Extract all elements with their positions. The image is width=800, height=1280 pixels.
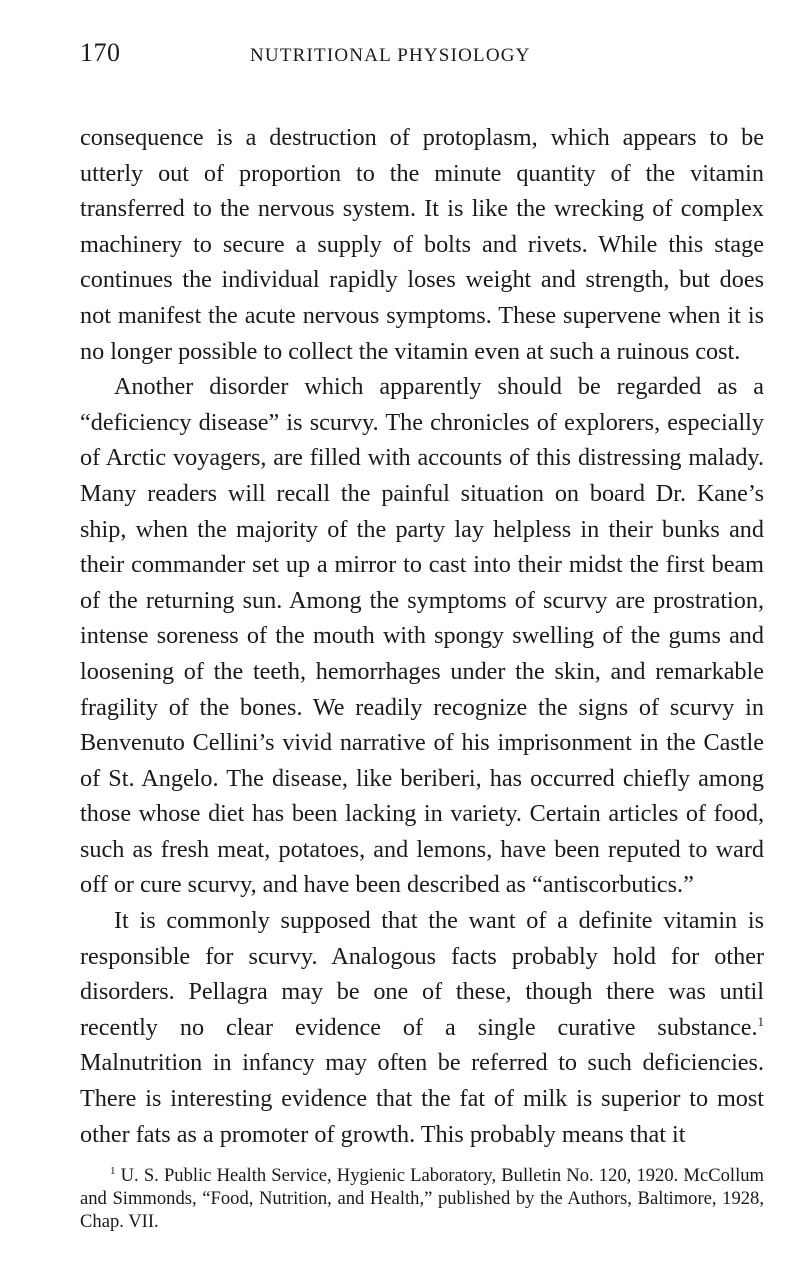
paragraph-text: Another disorder which apparently should be regarded as a “deficiency disease” is scurvy. The chronicles of explorers, especially of Arctic voyagers, are filled with accounts of this distressing malady. Many readers will recall the painful situation on board Dr. Kane’s ship, when the majority of the party lay helpless in their bunks and their commander set up a mirror to cast into their midst the first beam of the returning sun. Among the symptoms of scurvy are prostration, intense soreness of the mouth with spongy swelling of the gums and loosening of the teeth, hemorrhages under the skin, and remarkable fragility of the bones. We readily recognize the signs of scurvy in Benvenuto Cellini’s vivid narrative of his imprisonment in the Castle of St. Angelo. The disease, like beriberi, has occurred chiefly among those whose diet has been lacking in variety. Certain articles of food, such as fresh meat, potatoes, and lemons, have been reputed to ward off or cure scurvy, and have been described as “antiscorbutics.” <box>80 373 764 899</box>
paragraph-scurvy <box>80 369 764 903</box>
page-number: 170 <box>80 38 121 67</box>
paragraph-text: consequence is a destruction of protoplasm, which appears to be utterly out of proportion to the minute quantity of the vitamin transferred to the nervous system. It is like the wrecking of complex machinery to secure a supply of bolts and rivets. While this stage continues the individual rapidly loses weight and strength, but does not manifest the acute nervous symptoms. These supervene when it is no longer possible to collect the vitamin even at such a ruinous cost. <box>80 124 764 365</box>
footnote-text: U. S. Public Health Service, Hygienic Laboratory, Bulletin No. 120, 1920. McCollum and Simmonds, “Food, Nutrition, and Health,” published by the Authors, Baltimore, 1928, Chap. VII. <box>80 1165 764 1233</box>
paragraph-vitamin-deficiency <box>80 903 764 1152</box>
footnote <box>80 1164 764 1233</box>
book-page <box>80 38 764 1233</box>
running-title: NUTRITIONAL PHYSIOLOGY <box>250 45 531 66</box>
footnote-reference: 1 <box>757 1013 764 1029</box>
paragraph-text: It is commonly supposed that the want of a definite vitamin is responsible for scurvy. Analogous facts probably hold for other disorders. Pellagra may be one of these, though there was until recently no clear evidence of a single curative substance. <box>80 907 764 1041</box>
paragraph-text: Malnutrition in infancy may often be referred to such deficiencies. There is interesting evidence that the fat of milk is superior to most other fats as a promoter of growth. This probably means that it <box>80 1049 764 1148</box>
footnotes <box>80 1164 764 1233</box>
footnote-marker: 1 <box>110 1165 116 1178</box>
paragraph-continued <box>80 120 764 369</box>
body-text <box>80 120 764 1152</box>
running-header <box>80 38 764 78</box>
